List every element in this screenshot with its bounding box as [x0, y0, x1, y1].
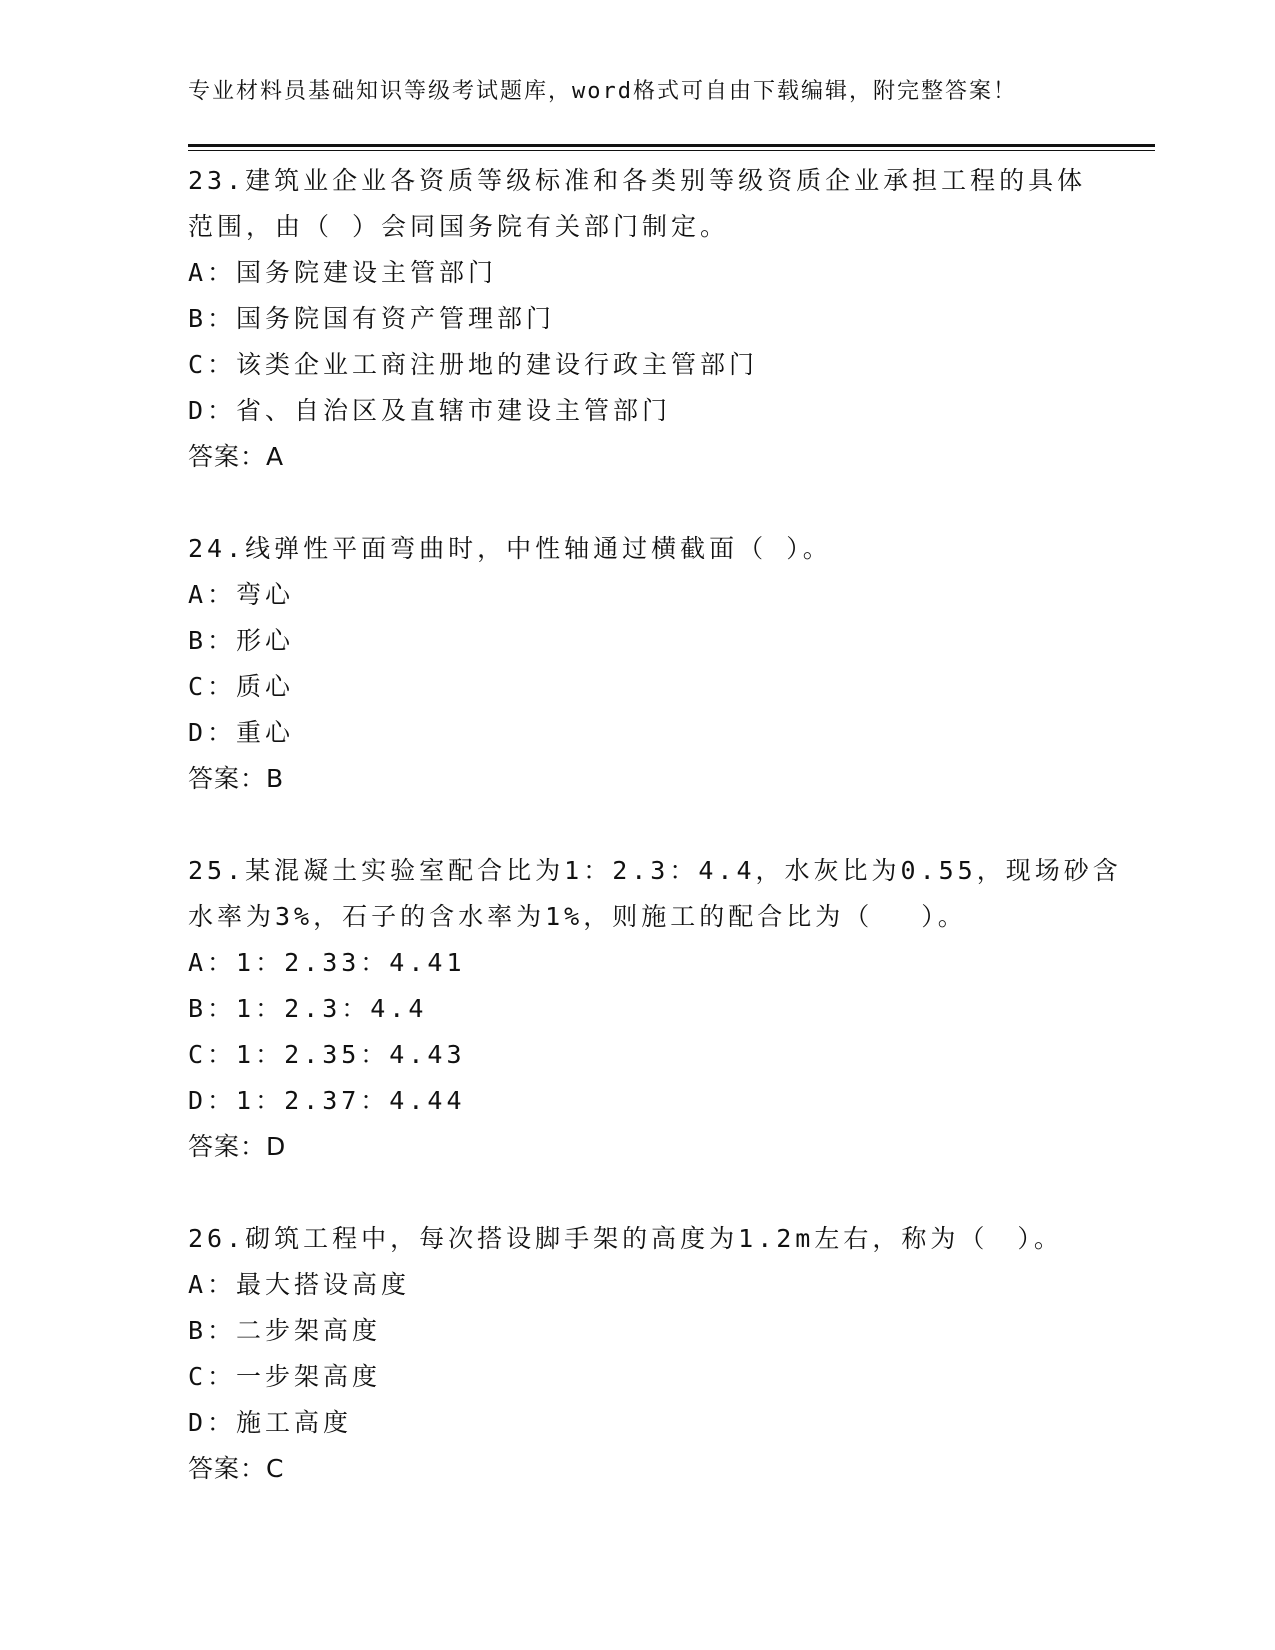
- header-rule-thick: [188, 144, 1155, 147]
- page-header: 专业材料员基础知识等级考试题库，word格式可自由下载编辑，附完整答案！: [188, 79, 1017, 104]
- question-list: [188, 158, 1148, 1538]
- header-rule-thin: [188, 150, 1155, 151]
- option-d: D：施工高度: [188, 1408, 353, 1437]
- option-d: D：省、自治区及直辖市建设主管部门: [188, 396, 672, 425]
- question-text: 23.建筑业企业各资质等级标准和各类别等级资质企业承担工程的具体: [188, 166, 1087, 195]
- answer: 答案：D: [188, 1132, 287, 1161]
- option-c: C：质心: [188, 672, 295, 701]
- answer: 答案：B: [188, 764, 285, 793]
- option-b: B：1：2.3：4.4: [188, 994, 428, 1023]
- option-d: D：重心: [188, 718, 295, 747]
- question-text: 26.砌筑工程中，每次搭设脚手架的高度为1.2m左右，称为（ ）。: [188, 1224, 1063, 1253]
- question-text: 25.某混凝土实验室配合比为1：2.3：4.4，水灰比为0.55，现场砂含: [188, 856, 1122, 885]
- question-text: 水率为3%，石子的含水率为1%，则施工的配合比为（ ）。: [188, 902, 967, 931]
- option-b: B：形心: [188, 626, 295, 655]
- option-c: C：该类企业工商注册地的建设行政主管部门: [188, 350, 759, 379]
- option-b: B：二步架高度: [188, 1316, 382, 1345]
- answer: 答案：A: [188, 442, 285, 471]
- question-text: 范围，由（ ）会同国务院有关部门制定。: [188, 212, 730, 241]
- option-b: B：国务院国有资产管理部门: [188, 304, 556, 333]
- option-a: A：1：2.33：4.41: [188, 948, 466, 977]
- option-c: C：一步架高度: [188, 1362, 382, 1391]
- question-26: [188, 1216, 1148, 1492]
- question-23: [188, 158, 1148, 480]
- answer: 答案：C: [188, 1454, 285, 1483]
- option-c: C：1：2.35：4.43: [188, 1040, 466, 1069]
- option-a: A：最大搭设高度: [188, 1270, 411, 1299]
- question-text: 24.线弹性平面弯曲时，中性轴通过横截面（ ）。: [188, 534, 832, 563]
- option-a: A：弯心: [188, 580, 295, 609]
- option-a: A：国务院建设主管部门: [188, 258, 498, 287]
- option-d: D：1：2.37：4.44: [188, 1086, 466, 1115]
- question-25: [188, 848, 1148, 1170]
- question-24: [188, 526, 1148, 802]
